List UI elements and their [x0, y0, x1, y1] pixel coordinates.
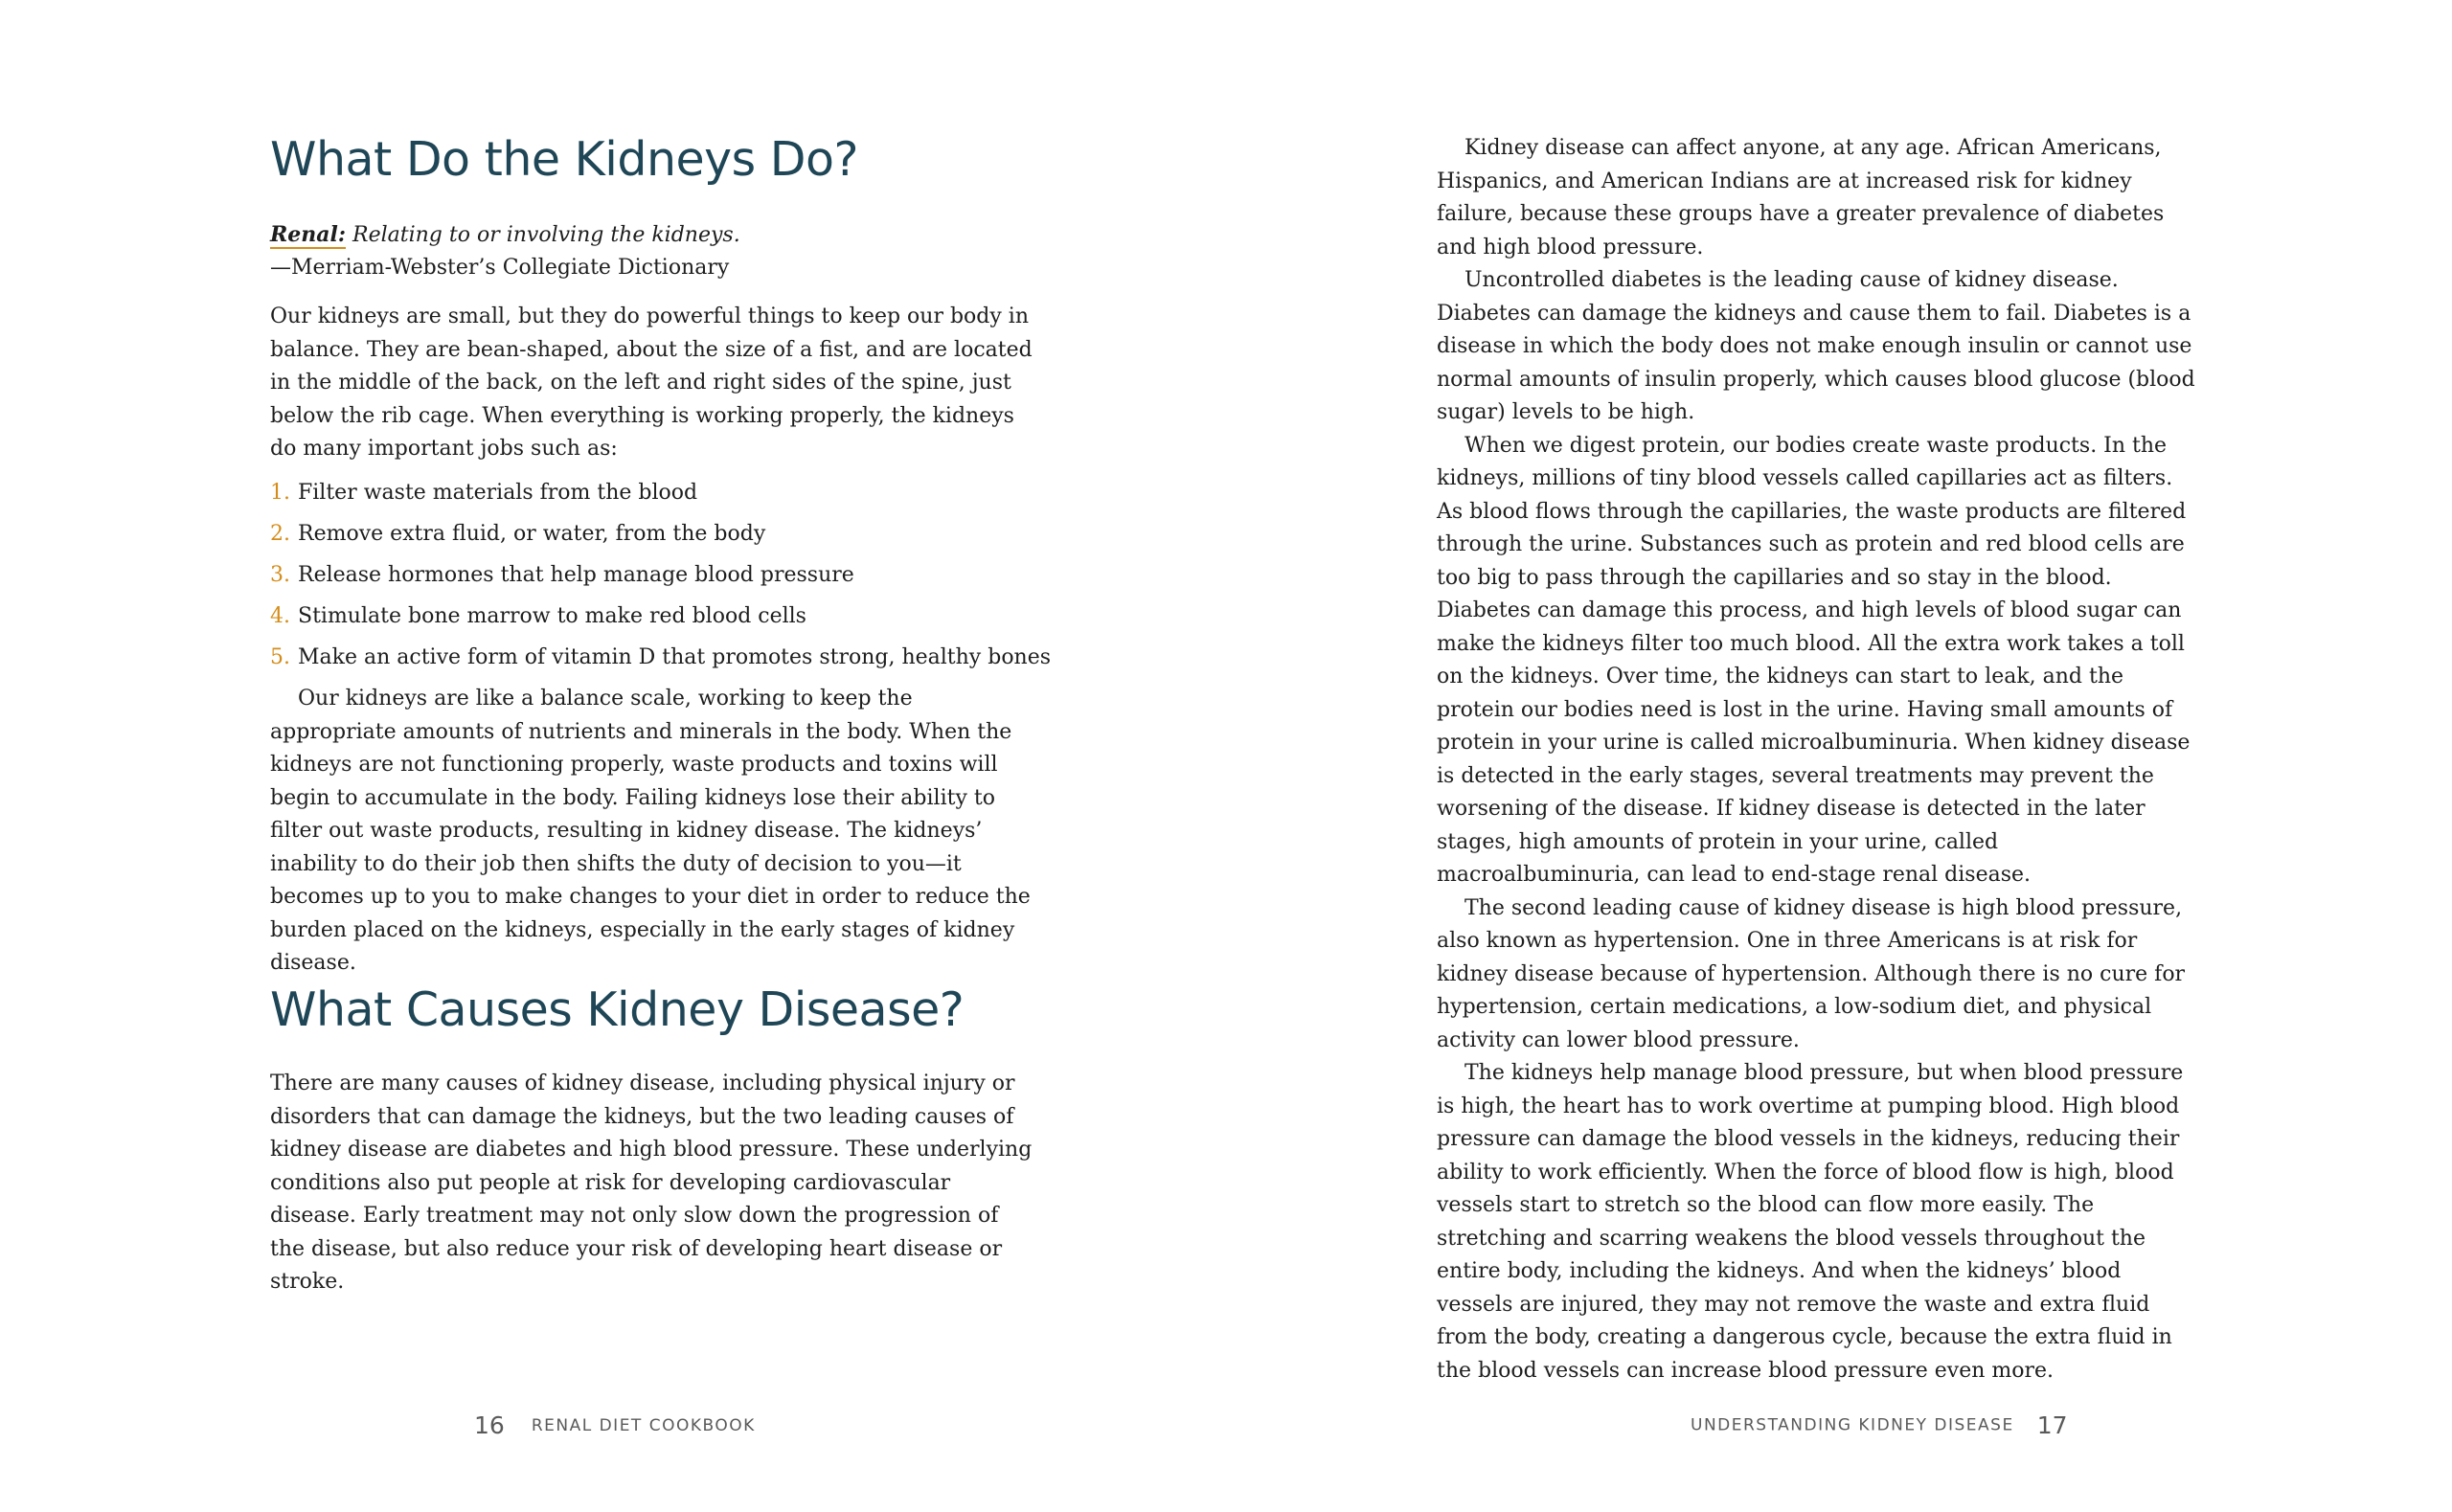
definition-text: Relating to or involving the kidneys. [346, 223, 740, 247]
right-page [1437, 132, 2203, 1388]
heading-causes: What Causes Kidney Disease? [270, 982, 965, 1037]
definition-block [270, 218, 740, 284]
list-number: 2. [270, 522, 290, 546]
balance-paragraph: Our kidneys are like a balance scale, working to keep the appropriate amounts of nutrients and minerals in the body. When the kidneys are not functioning properly, waste products and toxins will begin to accumulate in the body. Failing kidneys lose their ability to filter out waste products, resulting in kidney disease. The kidneys’ inability to do their job then shifts the duty of decision to you—it becomes up to you to make changes to your diet in order to reduce the burden placed on the kidneys, especially in the early stages of kidney disease. [270, 687, 1031, 975]
intro-paragraph: Our kidneys are small, but they do powerful things to keep our body in balance. They are bean-shaped, about the size of a fist, and are located in the middle of the back, on the left and right sides of the spine, just below the rib cage. When everything is working properly, the kidneys do many important jobs such as: [270, 305, 1033, 461]
running-title: RENAL DIET COOKBOOK [531, 1415, 756, 1435]
footer-right [1691, 1411, 2068, 1439]
page-number: 17 [2036, 1411, 2068, 1439]
list-item [270, 554, 1056, 596]
paragraph: The kidneys help manage blood pressure, but when blood pressure is high, the heart has to work overtime at pumping blood. High blood pressure can damage the blood vessels in the kidneys, reducing their ability to work efficiently. When the force of blood flow is high, blood vessels start to stretch so the blood can flow more easily. The stretching and scarring weakens the blood vessels throughout the entire body, including the kidneys. And when the kidneys’ blood vessels are injured, they may not remove the waste and extra fluid from the body, creating a dangerous cycle, because the extra fluid in the blood vessels can increase blood pressure even more. [1437, 1061, 2184, 1383]
list-item [270, 596, 1056, 637]
definition-term: Renal: [270, 222, 347, 247]
list-text: Make an active form of vitamin D that promotes strong, healthy bones [298, 645, 1052, 669]
paragraph: Uncontrolled diabetes is the leading cause of kidney disease. Diabetes can damage the kidneys and cause them to fail. Diabetes is a disease in which the body does not make enough insulin or cannot use normal amounts of insulin properly, which causes blood glucose (blood sugar) levels to be high. [1437, 268, 2195, 424]
list-text: Stimulate bone marrow to make red blood cells [298, 604, 806, 628]
kidney-jobs-list [270, 472, 1056, 678]
list-text: Release hormones that help manage blood pressure [298, 563, 854, 587]
list-number: 5. [270, 645, 290, 669]
running-title: UNDERSTANDING KIDNEY DISEASE [1691, 1415, 2014, 1435]
list-number: 1. [270, 481, 290, 505]
causes-paragraph: There are many causes of kidney disease, including physical injury or disorders that can damage the kidneys, but the two leading causes of kidney disease are diabetes and high blood pressure. These underlying conditions also put people at risk for developing cardiovascular disease. Early treatment may not only slow down the progression of the disease, but also reduce your risk of developing heart disease or stroke. [270, 1072, 1033, 1294]
paragraph: The second leading cause of kidney disease is high blood pressure, also known as hypertension. One in three Americans is at risk for kidney disease because of hypertension. Although there is no cure for hypertension, certain medications, a low-sodium diet, and physical activity can lower blood pressure. [1437, 895, 2186, 1052]
list-item [270, 513, 1056, 554]
list-number: 3. [270, 563, 290, 587]
list-item [270, 637, 1056, 678]
heading-kidneys-do: What Do the Kidneys Do? [270, 132, 858, 187]
definition-source: —Merriam-Webster’s Collegiate Dictionary [270, 256, 730, 280]
paragraph: Kidney disease can affect anyone, at any age. African Americans, Hispanics, and American Indians are at increased risk for kidney failure, because these groups have a greater prevalence of diabetes and high blood pressure. [1437, 136, 2165, 260]
definition-line [270, 218, 740, 252]
list-number: 4. [270, 604, 290, 628]
list-text: Filter waste materials from the blood [298, 481, 698, 505]
list-text: Remove extra fluid, or water, from the body [298, 522, 766, 546]
footer-left [474, 1411, 756, 1439]
page-number: 16 [474, 1411, 505, 1439]
list-item [270, 472, 1056, 513]
paragraph: When we digest protein, our bodies create waste products. In the kidneys, millions of tiny blood vessels called capillaries act as filters. As blood flows through the capillaries, the waste products are filtered through the urine. Substances such as protein and red blood cells are too big to pass through the capillaries and so stay in the blood. Diabetes can damage this process, and high levels of blood sugar can make the kidneys filter too much blood. All the extra work takes a toll on the kidneys. Over time, the kidneys can start to leak, and the protein our bodies need is lost in the urine. Having small amounts of protein in your urine is called microalbuminuria. When kidney disease is detected in the early stages, several treatments may prevent the worsening of the disease. If kidney disease is detected in the later stages, high amounts of protein in your urine, called macroalbuminuria, can lead to end-stage renal disease. [1437, 433, 2191, 887]
